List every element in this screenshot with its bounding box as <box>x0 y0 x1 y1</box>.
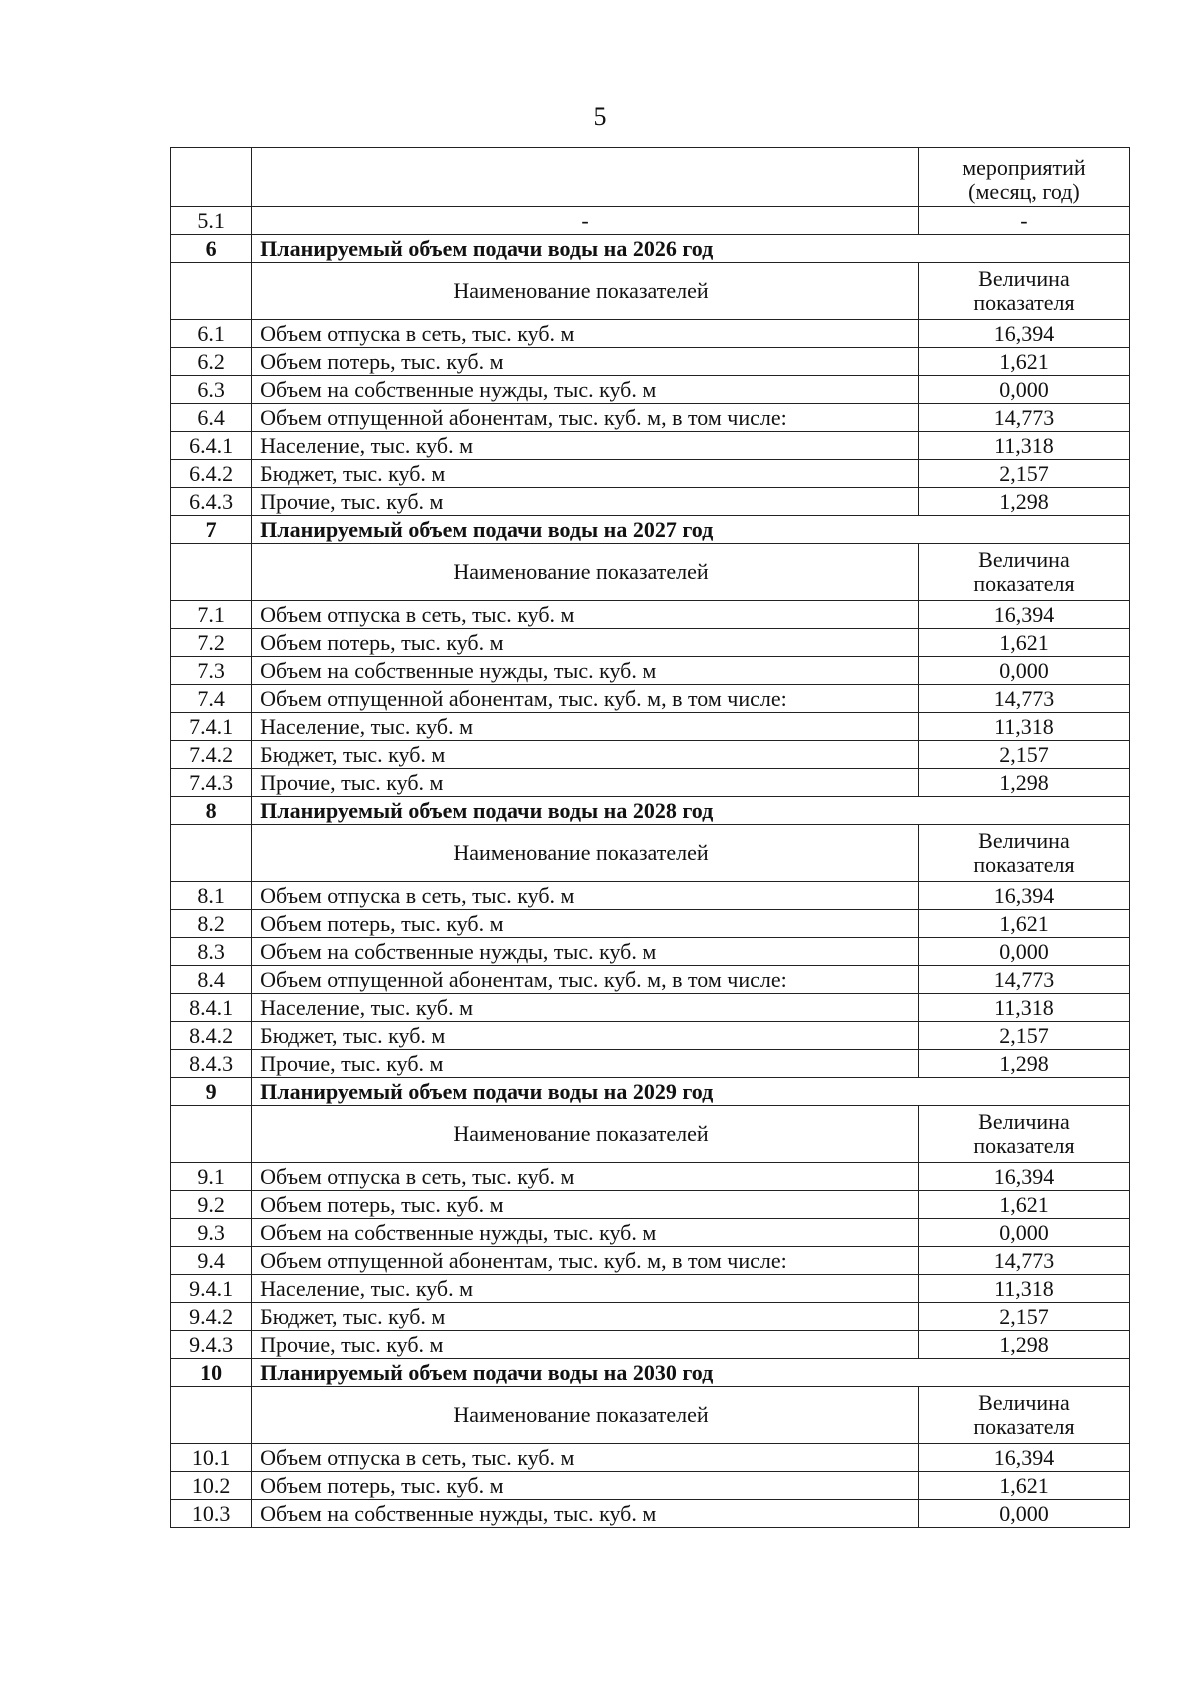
row-value: 16,394 <box>918 320 1129 348</box>
subheader-value-line2: показателя <box>973 852 1075 877</box>
table-row <box>171 910 1130 938</box>
row-value: 2,157 <box>918 460 1129 488</box>
row-name: Население, тыс. куб. м <box>252 713 919 741</box>
subheader-value-cell <box>918 544 1129 601</box>
row-name: Бюджет, тыс. куб. м <box>252 741 919 769</box>
row-number: 9.4.1 <box>171 1275 252 1303</box>
row-number: 8.4.2 <box>171 1022 252 1050</box>
subheader-value-line1: Величина <box>978 266 1070 291</box>
row-value: 11,318 <box>918 1275 1129 1303</box>
subheader-name: Наименование показателей <box>252 825 919 882</box>
row-name: Объем на собственные нужды, тыс. куб. м <box>252 1219 919 1247</box>
table-row <box>171 769 1130 797</box>
row-number: 9.1 <box>171 1163 252 1191</box>
row-value: 0,000 <box>918 1219 1129 1247</box>
row-value: 1,621 <box>918 1191 1129 1219</box>
row-number: 8.1 <box>171 882 252 910</box>
table-row <box>171 994 1130 1022</box>
row-name: - <box>252 207 919 235</box>
table-row <box>171 741 1130 769</box>
table-row <box>171 1247 1130 1275</box>
section-title-row <box>171 1078 1130 1106</box>
section-title-row <box>171 516 1130 544</box>
row-number: 10.2 <box>171 1472 252 1500</box>
row-number: 9.4.3 <box>171 1331 252 1359</box>
row-number: 8.4.1 <box>171 994 252 1022</box>
row-value: 1,298 <box>918 488 1129 516</box>
row-value: 11,318 <box>918 713 1129 741</box>
row-name: Прочие, тыс. куб. м <box>252 769 919 797</box>
row-name: Прочие, тыс. куб. м <box>252 488 919 516</box>
row-name: Объем отпущенной абонентам, тыс. куб. м, в том числе: <box>252 404 919 432</box>
table-row <box>171 1275 1130 1303</box>
row-number: 8.2 <box>171 910 252 938</box>
section-number: 10 <box>171 1359 252 1387</box>
row-name: Прочие, тыс. куб. м <box>252 1050 919 1078</box>
row-value: 0,000 <box>918 376 1129 404</box>
row-number: 6.3 <box>171 376 252 404</box>
section-number: 7 <box>171 516 252 544</box>
row-name: Объем потерь, тыс. куб. м <box>252 1191 919 1219</box>
subheader-num-cell <box>171 1106 252 1163</box>
row-name: Объем на собственные нужды, тыс. куб. м <box>252 1500 919 1528</box>
table-row <box>171 1022 1130 1050</box>
table-header-row <box>171 148 1130 207</box>
row-value: 16,394 <box>918 601 1129 629</box>
row-value: 1,621 <box>918 629 1129 657</box>
row-number: 7.4 <box>171 685 252 713</box>
section-title-row <box>171 797 1130 825</box>
table-row <box>171 1191 1130 1219</box>
subheader-name: Наименование показателей <box>252 1387 919 1444</box>
row-value: 14,773 <box>918 966 1129 994</box>
subheader-value-line2: показателя <box>973 290 1075 315</box>
row-value: 14,773 <box>918 685 1129 713</box>
row-number: 6.4.2 <box>171 460 252 488</box>
row-value: - <box>918 207 1129 235</box>
subheader-value-line1: Величина <box>978 828 1070 853</box>
row-name: Объем отпущенной абонентам, тыс. куб. м, в том числе: <box>252 966 919 994</box>
row-name: Объем отпуска в сеть, тыс. куб. м <box>252 1163 919 1191</box>
row-value: 1,298 <box>918 1050 1129 1078</box>
table-row <box>171 1163 1130 1191</box>
section-title-row <box>171 1359 1130 1387</box>
row-name: Бюджет, тыс. куб. м <box>252 460 919 488</box>
row-number: 7.3 <box>171 657 252 685</box>
subheader-value-line2: показателя <box>973 1133 1075 1158</box>
header-value-cell <box>918 148 1129 207</box>
row-value: 14,773 <box>918 1247 1129 1275</box>
subheader-value-line1: Величина <box>978 1390 1070 1415</box>
page-number: 5 <box>593 102 607 131</box>
row-value: 16,394 <box>918 1163 1129 1191</box>
table-row <box>171 938 1130 966</box>
header-value-line1: мероприятий <box>962 155 1086 180</box>
row-name: Объем потерь, тыс. куб. м <box>252 629 919 657</box>
row-number: 9.3 <box>171 1219 252 1247</box>
row-name: Население, тыс. куб. м <box>252 432 919 460</box>
row-name: Бюджет, тыс. куб. м <box>252 1022 919 1050</box>
subheader-row <box>171 1387 1130 1444</box>
subheader-name: Наименование показателей <box>252 263 919 320</box>
row-number: 7.2 <box>171 629 252 657</box>
table-row <box>171 460 1130 488</box>
section-title: Планируемый объем подачи воды на 2028 год <box>252 797 1130 825</box>
subheader-name: Наименование показателей <box>252 544 919 601</box>
header-num-cell <box>171 148 252 207</box>
row-number: 10.1 <box>171 1444 252 1472</box>
row-name: Население, тыс. куб. м <box>252 994 919 1022</box>
subheader-value-line1: Величина <box>978 547 1070 572</box>
row-number: 9.4 <box>171 1247 252 1275</box>
row-number: 5.1 <box>171 207 252 235</box>
row-number: 7.4.1 <box>171 713 252 741</box>
section-number: 8 <box>171 797 252 825</box>
section-title: Планируемый объем подачи воды на 2027 год <box>252 516 1130 544</box>
table-row <box>171 1050 1130 1078</box>
subheader-row <box>171 825 1130 882</box>
row-value: 1,621 <box>918 910 1129 938</box>
row-value: 0,000 <box>918 938 1129 966</box>
table-row <box>171 1444 1130 1472</box>
table-row <box>171 320 1130 348</box>
row-number: 8.3 <box>171 938 252 966</box>
row-name: Объем потерь, тыс. куб. м <box>252 1472 919 1500</box>
subheader-value-line2: показателя <box>973 571 1075 596</box>
row-name: Объем отпущенной абонентам, тыс. куб. м, в том числе: <box>252 685 919 713</box>
row-name: Прочие, тыс. куб. м <box>252 1331 919 1359</box>
row-name: Объем отпуска в сеть, тыс. куб. м <box>252 320 919 348</box>
section-title: Планируемый объем подачи воды на 2029 год <box>252 1078 1130 1106</box>
row-number: 6.4 <box>171 404 252 432</box>
row-number: 7.1 <box>171 601 252 629</box>
section-title: Планируемый объем подачи воды на 2030 год <box>252 1359 1130 1387</box>
subheader-num-cell <box>171 263 252 320</box>
row-value: 2,157 <box>918 741 1129 769</box>
header-value-line2: (месяц, год) <box>968 179 1080 204</box>
row-number: 7.4.2 <box>171 741 252 769</box>
row-name: Объем отпущенной абонентам, тыс. куб. м, в том числе: <box>252 1247 919 1275</box>
row-name: Объем на собственные нужды, тыс. куб. м <box>252 376 919 404</box>
row-value: 16,394 <box>918 1444 1129 1472</box>
subheader-row <box>171 1106 1130 1163</box>
row-number: 9.4.2 <box>171 1303 252 1331</box>
table-row <box>171 348 1130 376</box>
row-value: 2,157 <box>918 1022 1129 1050</box>
section-title-row <box>171 235 1130 263</box>
table-row <box>171 207 1130 235</box>
subheader-name: Наименование показателей <box>252 1106 919 1163</box>
table-row <box>171 1472 1130 1500</box>
row-value: 11,318 <box>918 994 1129 1022</box>
header-name-cell <box>252 148 919 207</box>
table-row <box>171 601 1130 629</box>
row-name: Объем отпуска в сеть, тыс. куб. м <box>252 882 919 910</box>
row-value: 1,621 <box>918 348 1129 376</box>
row-value: 2,157 <box>918 1303 1129 1331</box>
row-number: 8.4 <box>171 966 252 994</box>
row-value: 14,773 <box>918 404 1129 432</box>
subheader-value-cell <box>918 1106 1129 1163</box>
table-row <box>171 1500 1130 1528</box>
table-row <box>171 376 1130 404</box>
row-value: 0,000 <box>918 1500 1129 1528</box>
section-title: Планируемый объем подачи воды на 2026 год <box>252 235 1130 263</box>
subheader-value-cell <box>918 263 1129 320</box>
table-row <box>171 488 1130 516</box>
subheader-num-cell <box>171 1387 252 1444</box>
row-number: 6.2 <box>171 348 252 376</box>
subheader-value-line1: Величина <box>978 1109 1070 1134</box>
subheader-num-cell <box>171 825 252 882</box>
row-number: 8.4.3 <box>171 1050 252 1078</box>
row-name: Объем на собственные нужды, тыс. куб. м <box>252 657 919 685</box>
table-row <box>171 1303 1130 1331</box>
row-value: 1,621 <box>918 1472 1129 1500</box>
subheader-value-cell <box>918 1387 1129 1444</box>
row-name: Объем отпуска в сеть, тыс. куб. м <box>252 1444 919 1472</box>
row-name: Население, тыс. куб. м <box>252 1275 919 1303</box>
water-supply-table <box>170 147 1130 1528</box>
table-row <box>171 713 1130 741</box>
row-number: 9.2 <box>171 1191 252 1219</box>
row-value: 1,298 <box>918 769 1129 797</box>
row-number: 6.4.1 <box>171 432 252 460</box>
subheader-value-cell <box>918 825 1129 882</box>
table-body <box>171 148 1130 1528</box>
table-row <box>171 1219 1130 1247</box>
row-value: 1,298 <box>918 1331 1129 1359</box>
row-value: 16,394 <box>918 882 1129 910</box>
table-row <box>171 432 1130 460</box>
table-row <box>171 685 1130 713</box>
subheader-num-cell <box>171 544 252 601</box>
subheader-row <box>171 544 1130 601</box>
row-name: Объем отпуска в сеть, тыс. куб. м <box>252 601 919 629</box>
row-name: Объем потерь, тыс. куб. м <box>252 348 919 376</box>
table-row <box>171 1331 1130 1359</box>
row-name: Объем на собственные нужды, тыс. куб. м <box>252 938 919 966</box>
table-row <box>171 404 1130 432</box>
table-row <box>171 629 1130 657</box>
section-number: 9 <box>171 1078 252 1106</box>
row-name: Бюджет, тыс. куб. м <box>252 1303 919 1331</box>
row-value: 0,000 <box>918 657 1129 685</box>
row-number: 10.3 <box>171 1500 252 1528</box>
row-number: 7.4.3 <box>171 769 252 797</box>
subheader-value-line2: показателя <box>973 1414 1075 1439</box>
row-name: Объем потерь, тыс. куб. м <box>252 910 919 938</box>
table-row <box>171 882 1130 910</box>
table-row <box>171 657 1130 685</box>
row-number: 6.1 <box>171 320 252 348</box>
subheader-row <box>171 263 1130 320</box>
row-number: 6.4.3 <box>171 488 252 516</box>
section-number: 6 <box>171 235 252 263</box>
row-value: 11,318 <box>918 432 1129 460</box>
table-row <box>171 966 1130 994</box>
